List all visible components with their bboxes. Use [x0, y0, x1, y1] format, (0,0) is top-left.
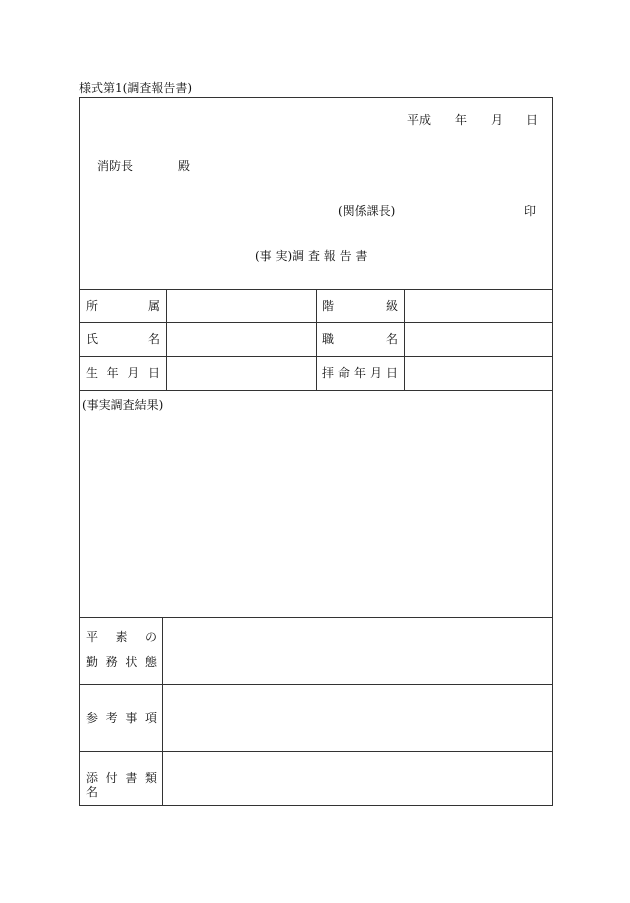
recipient: 消防長: [97, 159, 134, 173]
seal-mark: 印: [524, 204, 537, 218]
name-value-cell: [167, 323, 316, 356]
birth-date-label: 生 年 月 日: [86, 366, 160, 380]
column-divider: [316, 289, 317, 390]
row-divider: [79, 390, 552, 391]
rank-label: 階 級: [322, 299, 398, 313]
date-year-label: 年: [455, 113, 468, 127]
date-day-label: 日: [526, 113, 539, 127]
form-id: 様式第1(調査報告書): [79, 81, 192, 95]
affiliation-value-cell: [167, 290, 316, 322]
reference-label: 参 考 事 項: [86, 711, 157, 725]
attachments-label: 添 付 書 類 名: [86, 771, 157, 799]
daily-conduct-label-line1: 平 素 の: [86, 630, 157, 644]
date-era: 平成: [407, 113, 432, 127]
investigation-result-label: (事実調査結果): [82, 398, 164, 412]
reference-value-cell: [163, 685, 551, 751]
name-label: 氏 名: [86, 332, 160, 346]
investigation-result-area: [80, 414, 551, 617]
position-value-cell: [405, 323, 551, 356]
appointment-date-label: 拝 命 年 月 日: [322, 366, 398, 380]
date-month-label: 月: [491, 113, 504, 127]
rank-value-cell: [405, 290, 551, 322]
sender: (関係課長): [338, 204, 396, 218]
honorific: 殿: [178, 159, 191, 173]
attachments-value-cell: [163, 752, 551, 804]
birth-date-value-cell: [167, 357, 316, 390]
daily-conduct-value-cell: [163, 618, 551, 684]
position-label: 職 名: [322, 332, 398, 346]
appointment-date-value-cell: [405, 357, 551, 390]
affiliation-label: 所 属: [86, 299, 160, 313]
document-title: (事 実)調 査 報 告 書: [255, 249, 368, 263]
daily-conduct-label-line2: 勤 務 状 態: [86, 655, 157, 669]
